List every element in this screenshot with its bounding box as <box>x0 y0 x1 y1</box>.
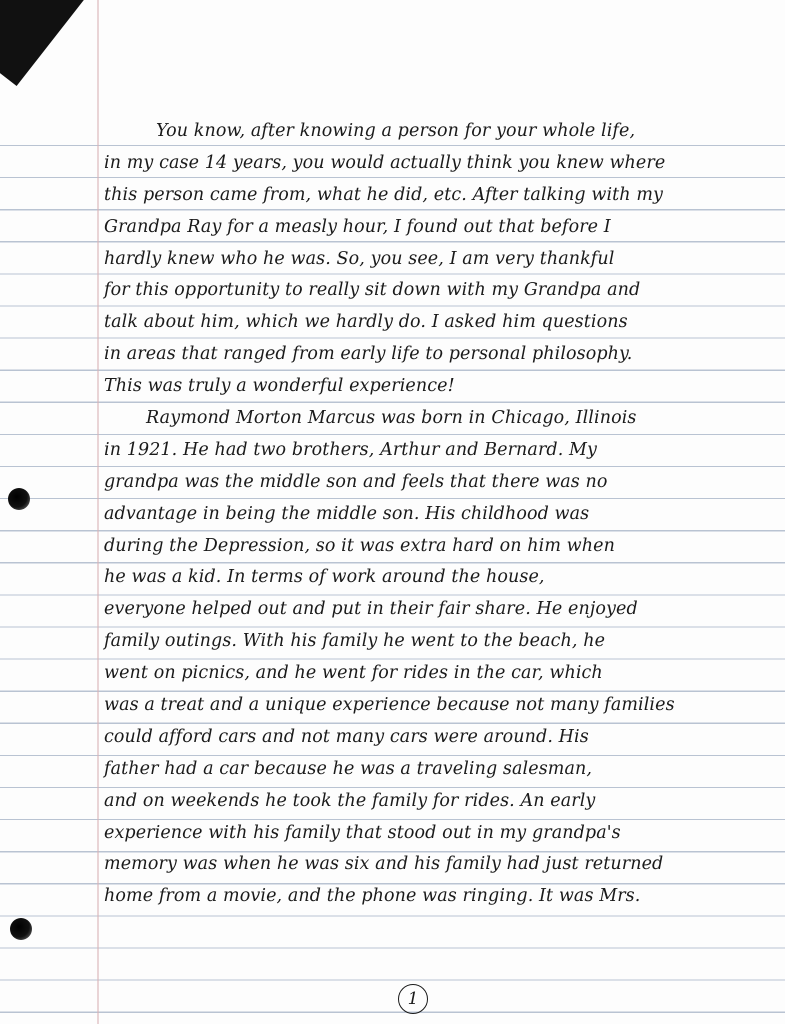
text-line: everyone helped out and put in their fair share. He enjoyed <box>104 599 638 620</box>
text-line: in my case 14 years, you would actually think you knew where <box>104 152 666 173</box>
text-line: was a treat and a unique experience because not many families <box>104 695 675 716</box>
text-line: experience with his family that stood out in my grandpa's <box>104 822 621 843</box>
text-line: went on picnics, and he went for rides in the car, which <box>104 663 603 684</box>
text-line: advantage in being the middle son. His childhood was <box>104 503 590 524</box>
text-line: grandpa was the middle son and feels that there was no <box>104 471 608 492</box>
text-line: in 1921. He had two brothers, Arthur and Bernard. My <box>104 439 598 460</box>
text-line: home from a movie, and the phone was ringing. It was Mrs. <box>104 886 641 907</box>
text-line: in areas that ranged from early life to personal philosophy. <box>104 344 633 365</box>
text-line: and on weekends he took the family for rides. An early <box>104 790 596 811</box>
text-line: This was truly a wonderful experience! <box>104 376 455 397</box>
text-line: for this opportunity to really sit down with my Grandpa and <box>104 280 641 301</box>
punch-hole <box>10 918 32 940</box>
text-line: memory was when he was six and his family had just returned <box>104 854 664 875</box>
page-number: 1 <box>398 984 428 1014</box>
text-line: You know, after knowing a person for your whole life, <box>156 121 636 141</box>
text-line: Raymond Morton Marcus was born in Chicago, Illinois <box>146 408 637 429</box>
text-line: could afford cars and not many cars were around. His <box>104 726 589 747</box>
text-line: this person came from, what he did, etc. After talking with my <box>104 184 664 205</box>
text-line: talk about him, which we hardly do. I asked him questions <box>104 312 628 333</box>
handwritten-text <box>104 116 780 913</box>
text-line: he was a kid. In terms of work around the house, <box>104 567 545 588</box>
margin-line <box>97 0 99 1024</box>
text-line: during the Depression, so it was extra hard on him when <box>104 535 615 556</box>
text-line: father had a car because he was a traveling salesman, <box>104 758 593 779</box>
punch-hole <box>8 488 30 510</box>
text-line: hardly knew who he was. So, you see, I am very thankful <box>104 248 615 269</box>
text-line: Grandpa Ray for a measly hour, I found out that before I <box>104 216 611 237</box>
page-top-margin <box>0 0 785 114</box>
text-line: family outings. With his family he went to the beach, he <box>104 631 606 652</box>
